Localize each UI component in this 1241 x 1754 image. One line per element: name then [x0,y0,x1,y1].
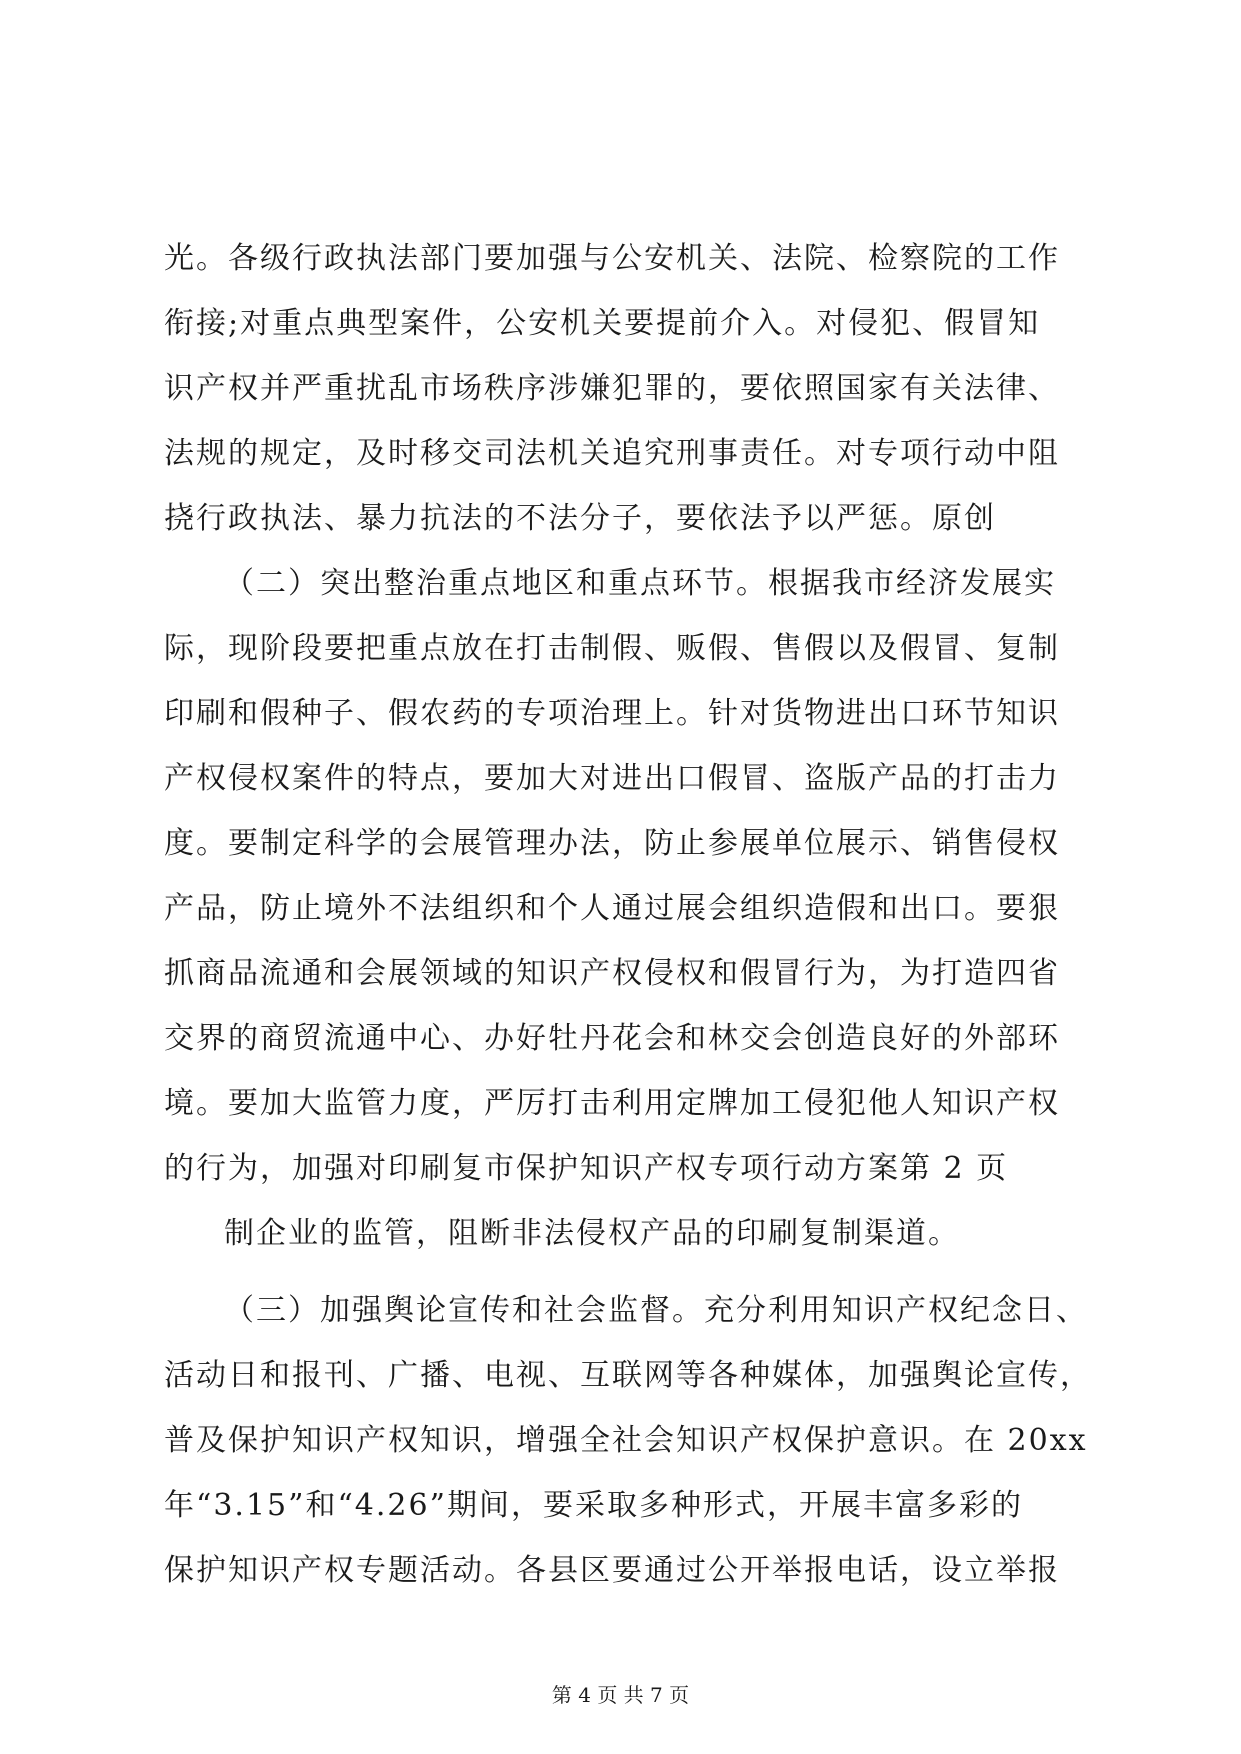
text-line: 交界的商贸流通中心、办好牡丹花会和林交会创造良好的外部环 [164,1021,1060,1056]
text-line: 的行为，加强对印刷复市保护知识产权专项行动方案第 2 页 [164,1151,1009,1186]
paragraph-heading-line: （二）突出整治重点地区和重点环节。根据我市经济发展实 [224,566,1056,601]
text-line: 普及保护知识产权知识，增强全社会知识产权保护意识。在 20xx [164,1423,1088,1458]
body-text [164,226,1092,1603]
text-line: 挠行政执法、暴力抗法的不法分子，要依法予以严惩。原创 [164,501,996,536]
text-line: 年“3.15”和“4.26”期间，要采取多种形式，开展丰富多彩的 [164,1488,1023,1523]
text-line: 产权侵权案件的特点，要加大对进出口假冒、盗版产品的打击力 [164,761,1060,796]
text-line: 度。要制定科学的会展管理办法，防止参展单位展示、销售侵权 [164,826,1060,861]
text-line: 制企业的监管，阻断非法侵权产品的印刷复制渠道。 [224,1216,960,1251]
text-line: 境。要加大监管力度，严厉打击利用定牌加工侵犯他人知识产权 [164,1086,1060,1121]
text-line: 法规的规定，及时移交司法机关追究刑事责任。对专项行动中阻 [164,436,1060,471]
text-line: 衔接;对重点典型案件，公安机关要提前介入。对侵犯、假冒知 [164,306,1041,341]
text-line: 产品，防止境外不法组织和个人通过展会组织造假和出口。要狠 [164,891,1060,926]
text-line: 印刷和假种子、假农药的专项治理上。针对货物进出口环节知识 [164,696,1060,731]
text-line: 光。各级行政执法部门要加强与公安机关、法院、检察院的工作 [164,241,1060,276]
text-line: 识产权并严重扰乱市场秩序涉嫌犯罪的，要依照国家有关法律、 [164,371,1060,406]
paragraph-heading-line: （三）加强舆论宣传和社会监督。充分利用知识产权纪念日、 [224,1293,1088,1328]
page-footer: 第 4 页 共 7 页 [551,1683,690,1707]
text-line: 抓商品流通和会展领域的知识产权侵权和假冒行为，为打造四省 [164,956,1060,991]
text-line: 保护知识产权专题活动。各县区要通过公开举报电话，设立举报 [164,1553,1060,1588]
text-line: 际，现阶段要把重点放在打击制假、贩假、售假以及假冒、复制 [164,631,1060,666]
text-line: 活动日和报刊、广播、电视、互联网等各种媒体，加强舆论宣传， [164,1358,1092,1393]
